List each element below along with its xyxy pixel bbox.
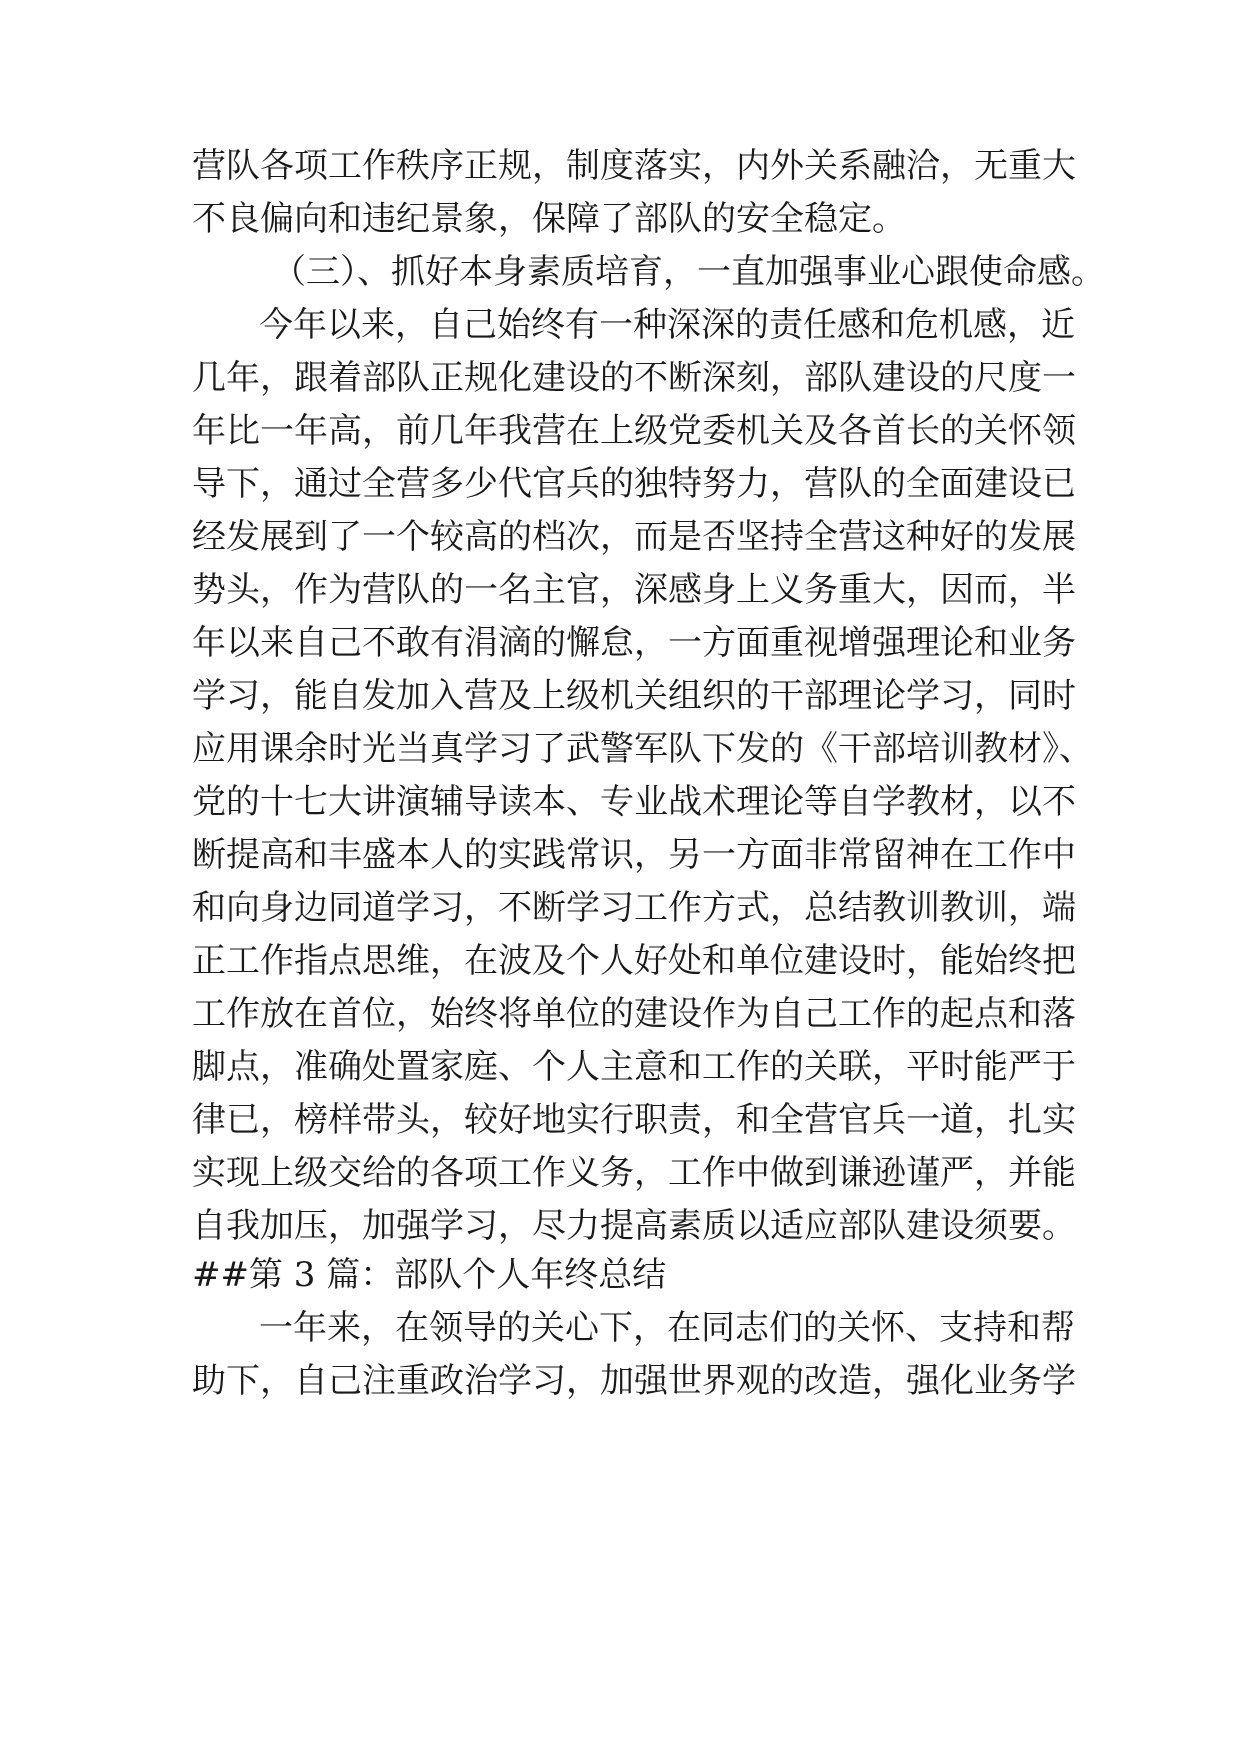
body-text-line: 自我加压，加强学习，尽力提高素质以适应部队建设须要。 (192, 1206, 1076, 1246)
body-text-line: 党的十七大讲演辅导读本、专业战术理论等自学教材，以不 (192, 782, 1076, 822)
paragraph-first-line: 一年来，在领导的关心下，在同志们的关怀、支持和帮 (259, 1308, 1075, 1348)
body-text-line: 导下，通过全营多少代官兵的独特努力，营队的全面建设已 (192, 464, 1076, 504)
body-text-line: 应用课余时光当真学习了武警军队下发的《干部培训教材》、 (192, 729, 1093, 769)
body-text-line: 律已，榜样带头，较好地实行职责，和全营官兵一道，扎实 (192, 1100, 1076, 1140)
paragraph-first-line: 今年以来，自己始终有一种深深的责任感和危机感，近 (259, 305, 1075, 345)
body-text-line: 正工作指点思维，在波及个人好处和单位建设时，能始终把 (192, 941, 1076, 981)
body-text-line: 实现上级交给的各项工作义务，工作中做到谦逊谨严，并能 (192, 1153, 1076, 1193)
body-text-line: 学习，能自发加入营及上级机关组织的干部理论学习，同时 (192, 676, 1076, 716)
body-text-line: 断提高和丰盛本人的实践常识，另一方面非常留神在工作中 (192, 835, 1076, 875)
body-text-line: 不良偏向和违纪景象，保障了部队的安全稳定。 (192, 199, 906, 239)
body-text-line: 助下，自己注重政治学习，加强世界观的改造，强化业务学 (192, 1361, 1076, 1401)
body-text-line: 经发展到了一个较高的档次，而是否坚持全营这种好的发展 (192, 517, 1076, 557)
body-text-line: 营队各项工作秩序正规，制度落实，内外关系融洽，无重大 (192, 146, 1076, 186)
body-text-line: 势头，作为营队的一名主官，深感身上义务重大，因而，半 (192, 570, 1076, 610)
body-text-line: 几年，跟着部队正规化建设的不断深刻，部队建设的尺度一 (192, 358, 1076, 398)
section-subheading: （三）、抓好本身素质培育，一直加强事业心跟使命感。 (272, 252, 1105, 292)
body-text-line: 年以来自己不敢有涓滴的懈怠，一方面重视增强理论和业务 (192, 623, 1076, 663)
body-text-line: 年比一年高，前几年我营在上级党委机关及各首长的关怀领 (192, 411, 1076, 451)
body-text-line: 工作放在首位，始终将单位的建设作为自己工作的起点和落 (192, 994, 1076, 1034)
body-text-line: 脚点，准确处置家庭、个人主意和工作的关联，平时能严于 (192, 1047, 1076, 1087)
body-text-line: 和向身边同道学习，不断学习工作方式，总结教训教训，端 (192, 888, 1076, 928)
section-heading: ##第 3 篇：部队个人年终总结 (192, 1255, 667, 1295)
